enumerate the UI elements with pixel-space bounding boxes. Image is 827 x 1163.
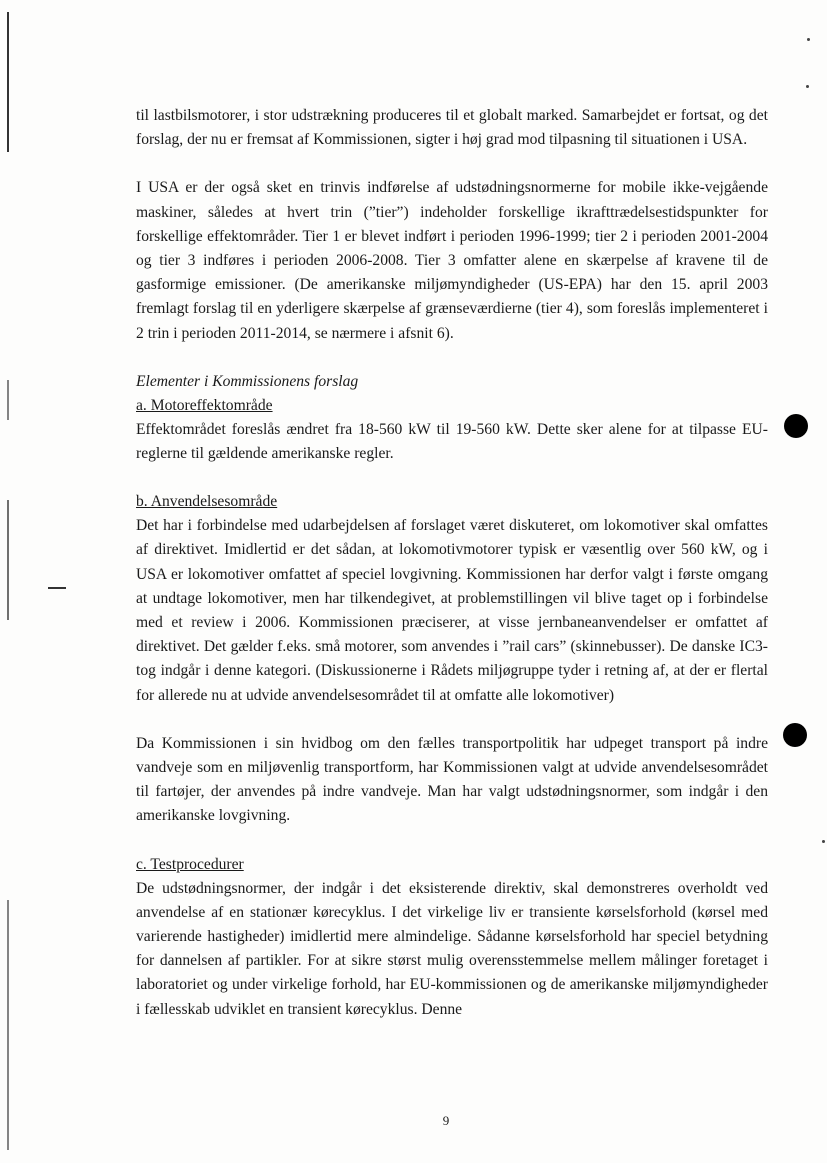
subsection-a-title: a. Motoreffektområde: [136, 396, 273, 414]
subsection-a-text: Effektområdet foreslås ændret fra 18-560 kW til 19-560 kW. Dette sker alene for at tilpasse EU-reglerne til gældende amerikanske regler.: [136, 420, 768, 463]
subsection-c-text: De udstødningsnormer, der indgår i det eksisterende direktiv, skal demonstreres overholdt ved anvendelse af en stationær kørecyklus. I det virkelige liv er transiente kørselsforhold (kørsel med varierende hastigheder) imidlertid mere almindelige. Sådanne kørselsforhold har speciel betydning for dannelsen af partikler. For at sikre størst mulig overensstemmelse mellem målinger foretaget i laboratoriet og under virkelige forhold, har EU-kommissionen og de amerikanske miljømyndigheder i fællesskab udviklet en transient kørecyklus. Denne: [136, 879, 768, 1018]
page-number: 9: [442, 1113, 450, 1128]
paragraph-intro: til lastbilsmotorer, i stor udstrækning produceres til et globalt marked. Samarbejdet er fortsat, og det forslag, der nu er fremsat af Kommissionen, sigter i høj grad mod tilpasning til situationen i USA.: [136, 107, 768, 149]
subsection-c-title: c. Testprocedurer: [136, 855, 244, 873]
punch-hole-mark: [784, 414, 808, 438]
scan-edge-line: [7, 12, 9, 152]
punch-hole-mark: [783, 723, 807, 747]
subsection-b-title: b. Anvendelsesområde: [136, 493, 278, 511]
scan-edge-line: [7, 900, 9, 1150]
document-body: [136, 104, 768, 1022]
scan-edge-line: [7, 380, 9, 420]
scan-speck: [822, 840, 825, 843]
scan-dash-mark: [48, 587, 66, 589]
subsection-b-text: Det har i forbindelse med udarbejdelsen af forslaget været diskuteret, om lokomotiver skal omfattes af direktivet. Imidlertid er det sådan, at lokomotivmotorer typisk er væsentlig over 560 kW, og i USA er lokomotiver omfattet af speciel lovgivning. Kommissionen har derfor valgt i første omgang at undtage lokomotiver, men har tilkendegivet, at problemstillingen vil blive taget op i forbindelse med et review i 2006. Kommissionen præciserer, at visse jernbaneanvendelser er omfattet af direktivet. Det gælder f.eks. små motorer, som anvendes i ”rail cars” (skinnebusser). De danske IC3-tog indgår i denne kategori. (Diskussionerne i Rådets miljøgruppe tyder i retning af, at der er flertal for allerede nu at udvide anvendelsesområdet til at omfatte alle lokomotiver): [136, 517, 768, 704]
scan-edge-line: [7, 500, 9, 620]
scan-speck: [806, 85, 809, 88]
section-heading: Elementer i Kommissionens forslag: [136, 372, 359, 390]
subsection-b-text-2: Da Kommissionen i sin hvidbog om den fælles transportpolitik har udpeget transport på indre vandveje som en miljøvenlig transportform, har Kommissionen valgt at udvide anvendelsesområdet til fartøjer, der anvendes på indre vandveje. Man har valgt udstødningsnormer, som indgår i den amerikanske lovgivning.: [136, 734, 768, 825]
scan-speck: [807, 38, 810, 41]
paragraph-usa-tiers: I USA er der også sket en trinvis indførelse af udstødningsnormerne for mobile ikke-vejgående maskiner, således at hvert trin (”tier”) indeholder forskellige ikrafttrædelsestidspunkter for forskellige effektområder. Tier 1 er blevet indført i perioden 1996-1999; tier 2 i perioden 2001-2004 og tier 3 indføres i perioden 2006-2008. Tier 3 omfatter alene en skærpelse af kravene til de gasformige emissioner. (De amerikanske miljømyndigheder (US-EPA) har den 15. april 2003 fremlagt forslag til en yderligere skærpelse af grænseværdierne (tier 4), som foreslås implementeret i 2 trin i perioden 2011-2014, se nærmere i afsnit 6).: [136, 179, 768, 342]
